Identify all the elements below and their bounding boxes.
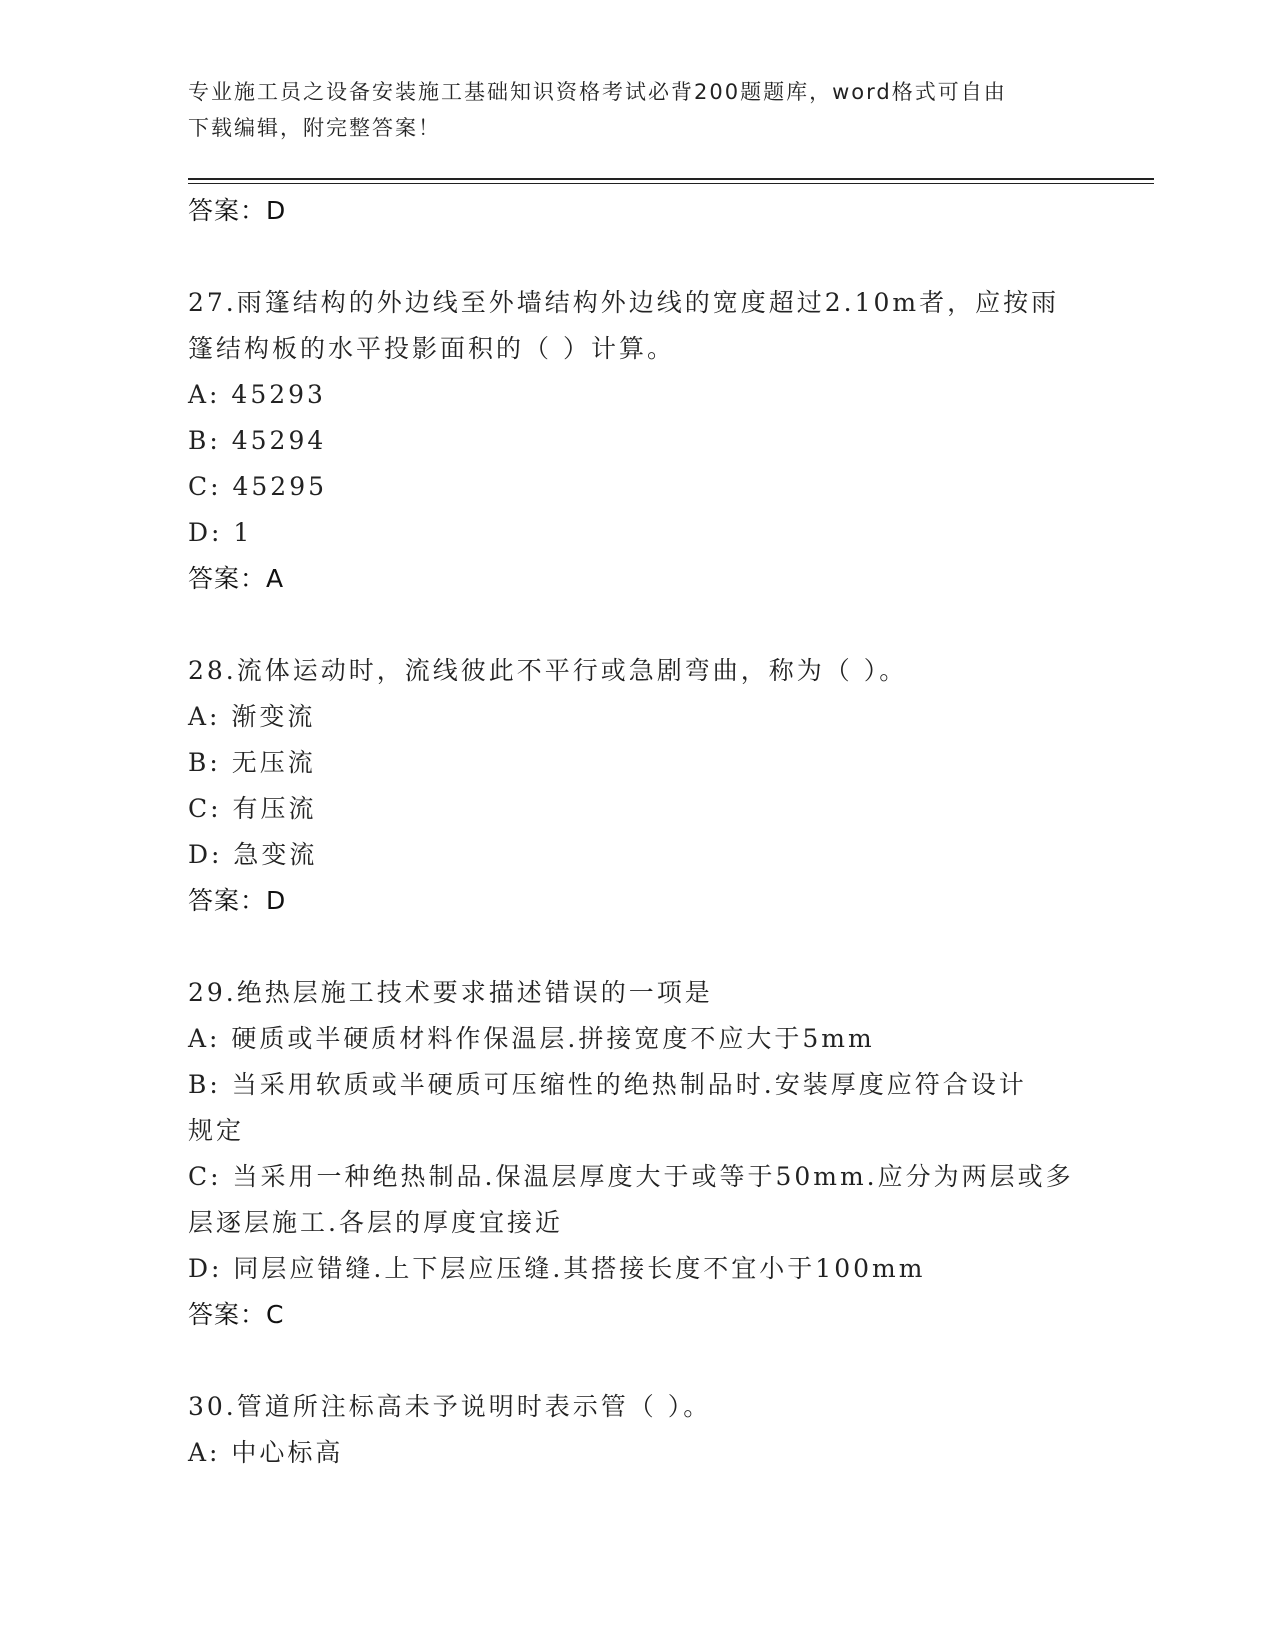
option-29-b: B: 当采用软质或半硬质可压缩性的绝热制品时.安装厚度应符合设计 — [188, 1070, 1027, 1099]
option-27-a: A: 45293 — [188, 380, 326, 409]
spacer — [188, 1338, 1088, 1384]
question-29 — [188, 970, 1088, 1338]
page-header — [188, 74, 1088, 146]
spacer — [188, 924, 1088, 970]
question-29-line-1: 29.绝热层施工技术要求描述错误的一项是 — [188, 978, 713, 1007]
question-28-line-1: 28.流体运动时，流线彼此不平行或急剧弯曲，称为（ ）。 — [188, 656, 908, 685]
option-27-b: B: 45294 — [188, 426, 327, 455]
option-27-d: D: 1 — [188, 518, 253, 547]
option-28-c: C: 有压流 — [188, 794, 317, 823]
question-28 — [188, 648, 1088, 924]
option-29-b-cont: 规定 — [188, 1116, 245, 1145]
question-27-line-2: 篷结构板的水平投影面积的（ ）计算。 — [188, 334, 675, 363]
option-28-b: B: 无压流 — [188, 748, 316, 777]
option-29-d: D: 同层应错缝.上下层应压缝.其搭接长度不宜小于100mm — [188, 1254, 926, 1283]
option-28-a: A: 渐变流 — [188, 702, 316, 731]
option-29-a: A: 硬质或半硬质材料作保温层.拼接宽度不应大于5mm — [188, 1024, 875, 1053]
question-30 — [188, 1384, 1088, 1476]
header-line-1: 专业施工员之设备安装施工基础知识资格考试必背200题题库，word格式可自由 — [188, 80, 1007, 104]
answer-29: 答案：C — [188, 1300, 285, 1329]
header-line-2: 下载编辑，附完整答案！ — [188, 116, 441, 140]
question-27 — [188, 280, 1088, 602]
answer-28: 答案：D — [188, 886, 287, 915]
option-30-a: A: 中心标高 — [188, 1438, 344, 1467]
spacer — [188, 602, 1088, 648]
answer-26: 答案：D — [188, 196, 287, 225]
spacer — [188, 234, 1088, 280]
question-content — [188, 188, 1088, 1476]
header-rule-thick — [188, 178, 1154, 180]
option-29-c-cont: 层逐层施工.各层的厚度宜接近 — [188, 1208, 563, 1237]
header-rule-thin — [188, 183, 1154, 184]
question-27-line-1: 27.雨篷结构的外边线至外墙结构外边线的宽度超过2.10m者，应按雨 — [188, 288, 1060, 317]
option-27-c: C: 45295 — [188, 472, 328, 501]
answer-27: 答案：A — [188, 564, 285, 593]
question-30-line-1: 30.管道所注标高未予说明时表示管（ ）。 — [188, 1392, 712, 1421]
option-29-c: C: 当采用一种绝热制品.保温层厚度大于或等于50mm.应分为两层或多 — [188, 1162, 1074, 1191]
option-28-d: D: 急变流 — [188, 840, 318, 869]
